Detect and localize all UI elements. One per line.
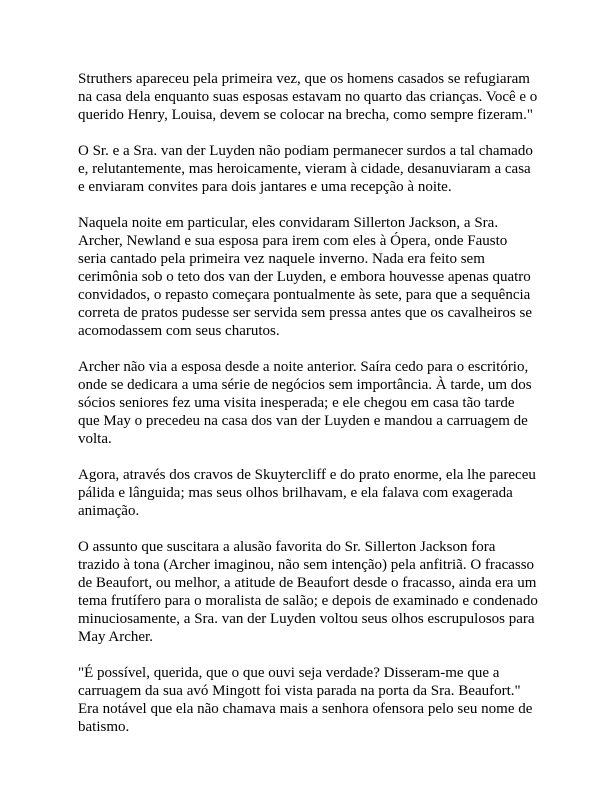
paragraph-5: Agora, através dos cravos de Skuytercliff e do prato enorme, ela lhe pareceu pálida e lânguida; mas seus olhos brilhavam, e ela falava com exagerada animação. xyxy=(78,467,536,519)
paragraph-1: Struthers apareceu pela primeira vez, que os homens casados se refugiaram na casa dela enquanto suas esposas estavam no quarto das crianças. Você e o querido Henry, Louisa, devem se colocar na brecha, como sempre fizeram." xyxy=(78,71,538,123)
document-page xyxy=(78,70,538,754)
paragraph-7: "É possível, querida, que o que ouvi seja verdade? Disseram-me que a carruagem da sua avó Mingott foi vista parada na porta da Sra. Beaufort." Era notável que ela não chamava mais a senhora ofensora pelo seu nome de batismo. xyxy=(78,665,533,735)
paragraph-3: Naquela noite em particular, eles convidaram Sillerton Jackson, a Sra. Archer, Newland e sua esposa para irem com eles à Ópera, onde Fausto seria cantado pela primeira vez naquele inverno. Nada era feito sem cerimônia sob o teto dos van der Luyden, e embora houvesse apenas quatro convidados, o repasto começara pontualmente às sete, para que a sequência correta de pratos pudesse ser servida sem pressa antes que os cavalheiros se acomodassem com seus charutos. xyxy=(78,215,532,339)
paragraph-6: O assunto que suscitara a alusão favorita do Sr. Sillerton Jackson fora trazido à tona (Archer imaginou, não sem intenção) pela anfitriã. O fracasso de Beaufort, ou melhor, a atitude de Beaufort desde o fracasso, ainda era um tema frutífero para o moralista de salão; e depois de examinado e condenado minuciosamente, a Sra. van der Luyden voltou seus olhos escrupulosos para May Archer. xyxy=(78,539,538,645)
paragraph-4: Archer não via a esposa desde a noite anterior. Saíra cedo para o escritório, onde se dedicara a uma série de negócios sem importância. À tarde, um dos sócios seniores fez uma visita inesperada; e ele chegou em casa tão tarde que May o precedeu na casa dos van der Luyden e mandou a carruagem de volta. xyxy=(78,359,532,447)
paragraph-2: O Sr. e a Sra. van der Luyden não podiam permanecer surdos a tal chamado e, relutantemente, mas heroicamente, vieram à cidade, desanuviaram a casa e enviaram convites para dois jantares e uma recepção à noite. xyxy=(78,143,533,195)
